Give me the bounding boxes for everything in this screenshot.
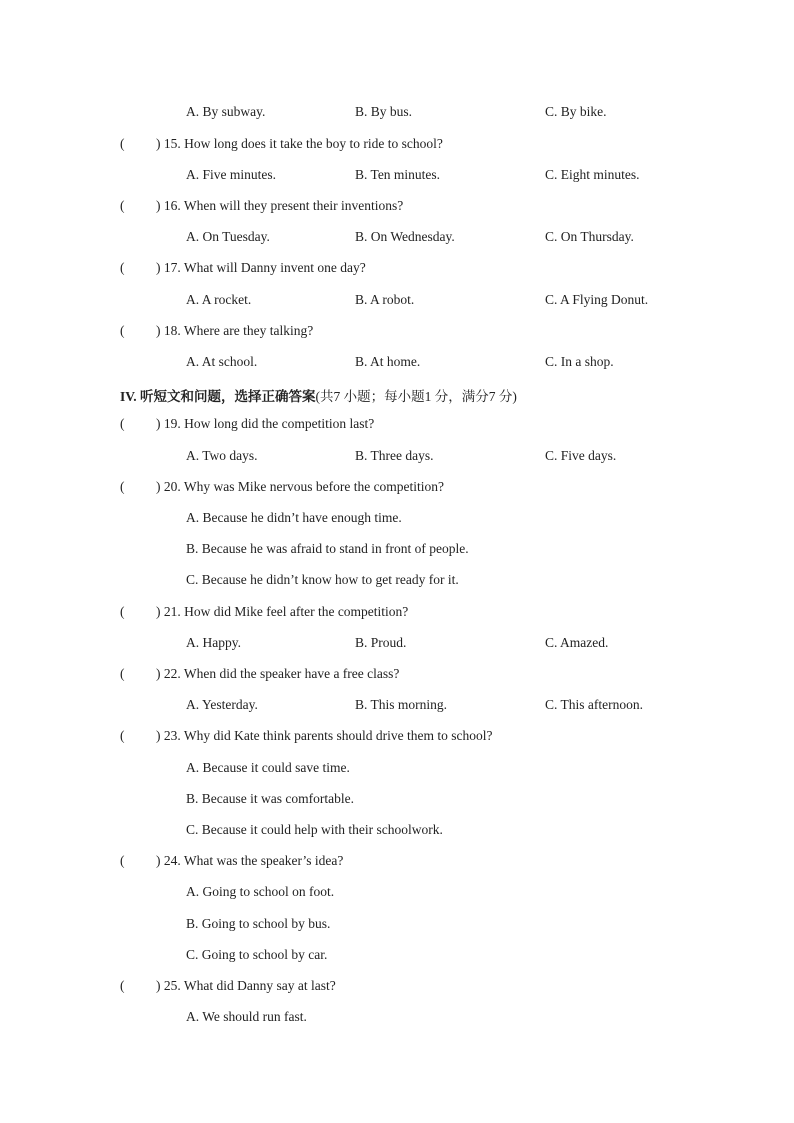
q17-option-a: A. A rocket. (186, 292, 252, 307)
q14-option-a: A. By subway. (186, 104, 266, 119)
q15-question: ) 15. How long does it take the boy to ride to school? (156, 136, 443, 151)
q24-option-a: A. Going to school on foot. (186, 884, 335, 899)
q19-option-c: C. Five days. (545, 448, 617, 463)
q22-option-a: A. Yesterday. (186, 697, 258, 712)
q17-option-c: C. A Flying Donut. (545, 292, 649, 307)
q21-option-a: A. Happy. (186, 635, 241, 650)
q19-option-b: B. Three days. (355, 448, 434, 463)
q16-answer-paren[interactable]: ( (120, 198, 125, 213)
q15-option-a: A. Five minutes. (186, 167, 276, 182)
q15-option-b: B. Ten minutes. (355, 167, 441, 182)
q24-question: ) 24. What was the speaker’s idea? (156, 853, 344, 868)
q16-option-b: B. On Wednesday. (355, 229, 455, 244)
q17-option-b: B. A robot. (355, 292, 415, 307)
q17-question: ) 17. What will Danny invent one day? (156, 260, 366, 275)
q22-question: ) 22. When did the speaker have a free class? (156, 666, 400, 681)
q23-option-a: A. Because it could save time. (186, 760, 350, 775)
q21-answer-paren[interactable]: ( (120, 604, 125, 619)
q25-question: ) 25. What did Danny say at last? (156, 978, 336, 993)
q20-option-b: B. Because he was afraid to stand in front of people. (186, 541, 469, 556)
q19-answer-paren[interactable]: ( (120, 416, 125, 431)
q14-option-b: B. By bus. (355, 104, 413, 119)
q18-option-a: A. At school. (186, 354, 258, 369)
q18-option-b: B. At home. (355, 354, 421, 369)
section-iv-note: (共7 小题；每小题1 分，满分7 分) (315, 389, 517, 404)
q23-question: ) 23. Why did Kate think parents should drive them to school? (156, 728, 493, 743)
q16-option-c: C. On Thursday. (545, 229, 634, 244)
q18-question: ) 18. Where are they talking? (156, 323, 314, 338)
q25-option-a: A. We should run fast. (186, 1009, 307, 1024)
q20-option-c: C. Because he didn’t know how to get ready for it. (186, 572, 459, 587)
q19-option-a: A. Two days. (186, 448, 258, 463)
q20-answer-paren[interactable]: ( (120, 479, 125, 494)
q16-option-a: A. On Tuesday. (186, 229, 270, 244)
q19-question: ) 19. How long did the competition last? (156, 416, 375, 431)
q15-answer-paren[interactable]: ( (120, 136, 125, 151)
q22-answer-paren[interactable]: ( (120, 666, 125, 681)
q21-option-b: B. Proud. (355, 635, 407, 650)
q25-answer-paren[interactable]: ( (120, 978, 125, 993)
q21-question: ) 21. How did Mike feel after the competition? (156, 604, 409, 619)
section-iv-heading (120, 385, 517, 405)
q22-option-b: B. This morning. (355, 697, 448, 712)
q20-option-a: A. Because he didn’t have enough time. (186, 510, 402, 525)
q24-option-b: B. Going to school by bus. (186, 916, 331, 931)
q15-option-c: C. Eight minutes. (545, 167, 640, 182)
q23-answer-paren[interactable]: ( (120, 728, 125, 743)
q23-option-c: C. Because it could help with their schoolwork. (186, 822, 443, 837)
q14-option-c: C. By bike. (545, 104, 607, 119)
q20-question: ) 20. Why was Mike nervous before the competition? (156, 479, 445, 494)
q22-option-c: C. This afternoon. (545, 697, 643, 712)
q21-option-c: C. Amazed. (545, 635, 609, 650)
section-iv-title: IV. 听短文和问题，选择正确答案 (120, 389, 316, 404)
q24-answer-paren[interactable]: ( (120, 853, 125, 868)
q18-answer-paren[interactable]: ( (120, 323, 125, 338)
q17-answer-paren[interactable]: ( (120, 260, 125, 275)
q24-option-c: C. Going to school by car. (186, 947, 328, 962)
q23-option-b: B. Because it was comfortable. (186, 791, 354, 806)
q18-option-c: C. In a shop. (545, 354, 614, 369)
q16-question: ) 16. When will they present their inventions? (156, 198, 404, 213)
